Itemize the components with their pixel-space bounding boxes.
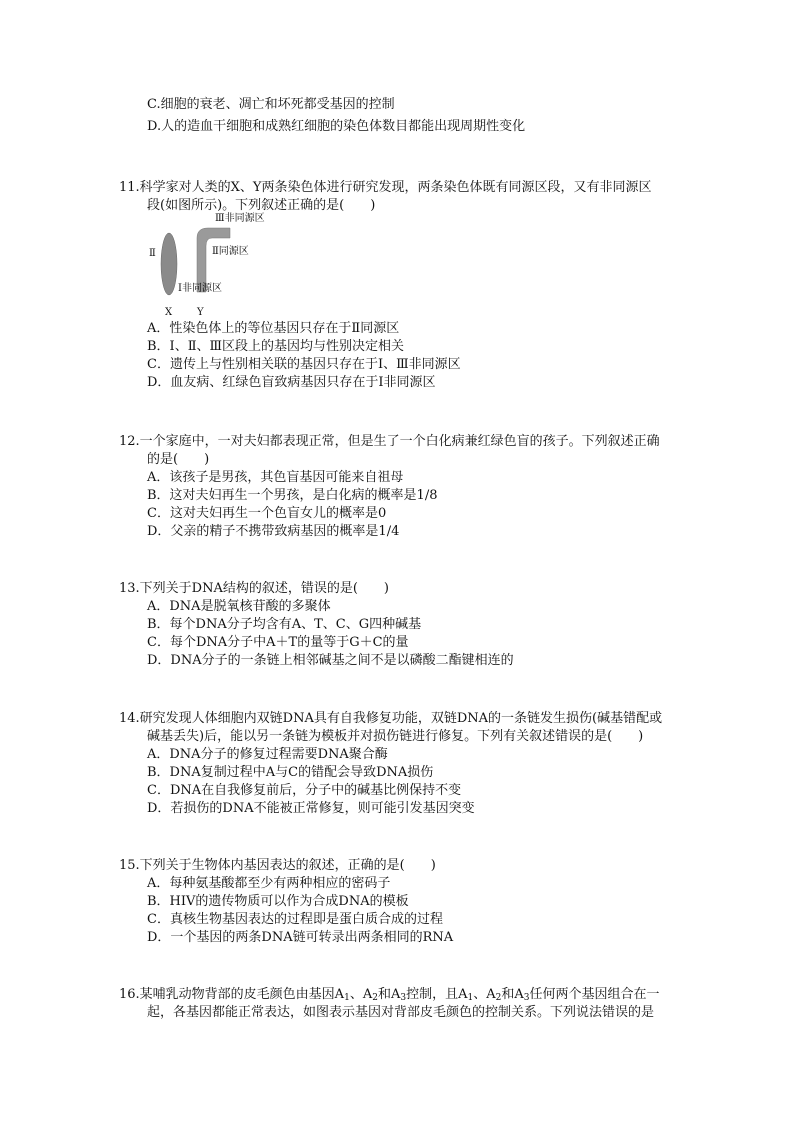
q16-text-c: 和A xyxy=(377,987,401,1002)
q13-option-b: B．每个DNA分子均含有A、T、C、G四种碱基 xyxy=(147,617,422,632)
q16-sub-3b: 3 xyxy=(523,993,530,1003)
q10-option-c: C.细胞的衰老、凋亡和坏死都受基因的控制 xyxy=(147,97,395,112)
q12-option-d: D．父亲的精子不携带致病基因的概率是1/4 xyxy=(147,524,400,539)
q10-option-d: D.人的造血干细胞和成熟红细胞的染色体数目都能出现周期性变化 xyxy=(147,119,526,134)
q14-option-a: A．DNA分子的修复过程需要DNA聚合酶 xyxy=(147,747,388,762)
chromosome-figure xyxy=(140,210,265,320)
q16-text-a: 16.某哺乳动物背部的皮毛颜色由基因A xyxy=(119,987,345,1002)
q12-option-c: C．这对夫妇再生一个色盲女儿的概率是0 xyxy=(147,506,387,521)
q16-sub-2: 2 xyxy=(372,993,378,1003)
q15-option-d: D．一个基因的两条DNA链可转录出两条相同的RNA xyxy=(147,930,454,945)
q15-stem: 15.下列关于生物体内基因表达的叙述，正确的是( ) xyxy=(119,858,436,873)
q15-option-a: A．每种氨基酸都至少有两种相应的密码子 xyxy=(147,876,391,891)
q14-stem-line-2: 碱基丢失)后，能以另一条链为模板并对损伤链进行修复。下列有关叙述错误的是( ) xyxy=(147,729,644,744)
q11-option-a: A．性染色体上的等位基因只存在于Ⅱ同源区 xyxy=(147,321,400,336)
q12-stem-line-1: 12.一个家庭中，一对夫妇都表现正常，但是生了一个白化病兼红绿色盲的孩子。下列叙述正确 xyxy=(119,434,660,449)
q12-option-a: A．该孩子是男孩，其色盲基因可能来自祖母 xyxy=(147,470,404,485)
q11-option-b: B．Ⅰ、Ⅱ、Ⅲ区段上的基因均与性别决定相关 xyxy=(147,339,405,354)
q16-text-b: 、A xyxy=(349,987,373,1002)
q15-option-c: C．真核生物基因表达的过程即是蛋白质合成的过程 xyxy=(147,912,443,927)
q16-sub-1: 1 xyxy=(344,993,350,1003)
q13-option-d: D．DNA分子的一条链上相邻碱基之间不是以磷酸二酯键相连的 xyxy=(147,653,514,668)
q14-option-c: C．DNA在自我修复前后，分子中的碱基比例保持不变 xyxy=(147,783,462,798)
xy-chromosome-diagram xyxy=(140,210,260,320)
q16-sub-1b: 1 xyxy=(467,993,474,1003)
q16-text-g: 任何两个基因组合在一 xyxy=(529,987,660,1002)
q13-option-c: C．每个DNA分子中A＋T的量等于G＋C的量 xyxy=(147,635,409,650)
q14-option-d: D．若损伤的DNA不能被正常修复，则可能引发基因突变 xyxy=(147,801,475,816)
q13-option-a: A．DNA是脱氧核苷酸的多聚体 xyxy=(147,599,331,614)
q15-option-b: B．HIV的遗传物质可以作为合成DNA的模板 xyxy=(147,894,409,909)
q11-stem-line-2: 段(如图所示)。下列叙述正确的是( ) xyxy=(147,198,376,213)
q14-option-b: B．DNA复制过程中A与C的错配会导致DNA损伤 xyxy=(147,765,434,780)
label-ii-left: Ⅱ xyxy=(149,248,156,259)
q13-stem: 13.下列关于DNA结构的叙述，错误的是( ) xyxy=(119,581,390,596)
label-ii-homologous: Ⅱ同源区 xyxy=(212,246,249,257)
q16-text-f: 和A xyxy=(501,987,524,1002)
label-iii-nonhomologous: Ⅲ非同源区 xyxy=(215,213,265,224)
label-x: X xyxy=(165,307,173,318)
q16-sub-3: 3 xyxy=(400,993,407,1003)
q16-text-d: 控制，且A xyxy=(406,987,468,1002)
q11-stem-line-1: 11.科学家对人类的X、Y两条染色体进行研究发现，两条染色体既有同源区段，又有非同源区 xyxy=(119,180,652,195)
label-y: Y xyxy=(197,307,204,318)
q11-option-d: D．血友病、红绿色盲致病基因只存在于Ⅰ非同源区 xyxy=(147,375,436,390)
q12-option-b: B．这对夫妇再生一个男孩，是白化病的概率是1/8 xyxy=(147,488,438,503)
q11-option-c: C．遗传上与性别相关联的基因只存在于Ⅰ、Ⅲ非同源区 xyxy=(147,357,461,372)
x-chromosome xyxy=(161,233,177,295)
label-i-nonhomologous: Ⅰ非同源区 xyxy=(178,283,222,294)
q16-stem-line-1 xyxy=(119,986,659,1004)
q16-text-e: 、A xyxy=(473,987,496,1002)
q14-stem-line-1: 14.研究发现人体细胞内双链DNA具有自我修复功能，双链DNA的一条链发生损伤(碱基错配或 xyxy=(119,711,663,726)
q16-stem-line-2: 起，各基因都能正常表达，如图表示基因对背部皮毛颜色的控制关系。下列说法错误的是 xyxy=(147,1005,655,1020)
q16-sub-2b: 2 xyxy=(495,993,502,1003)
q12-stem-line-2: 的是( ) xyxy=(147,452,210,467)
